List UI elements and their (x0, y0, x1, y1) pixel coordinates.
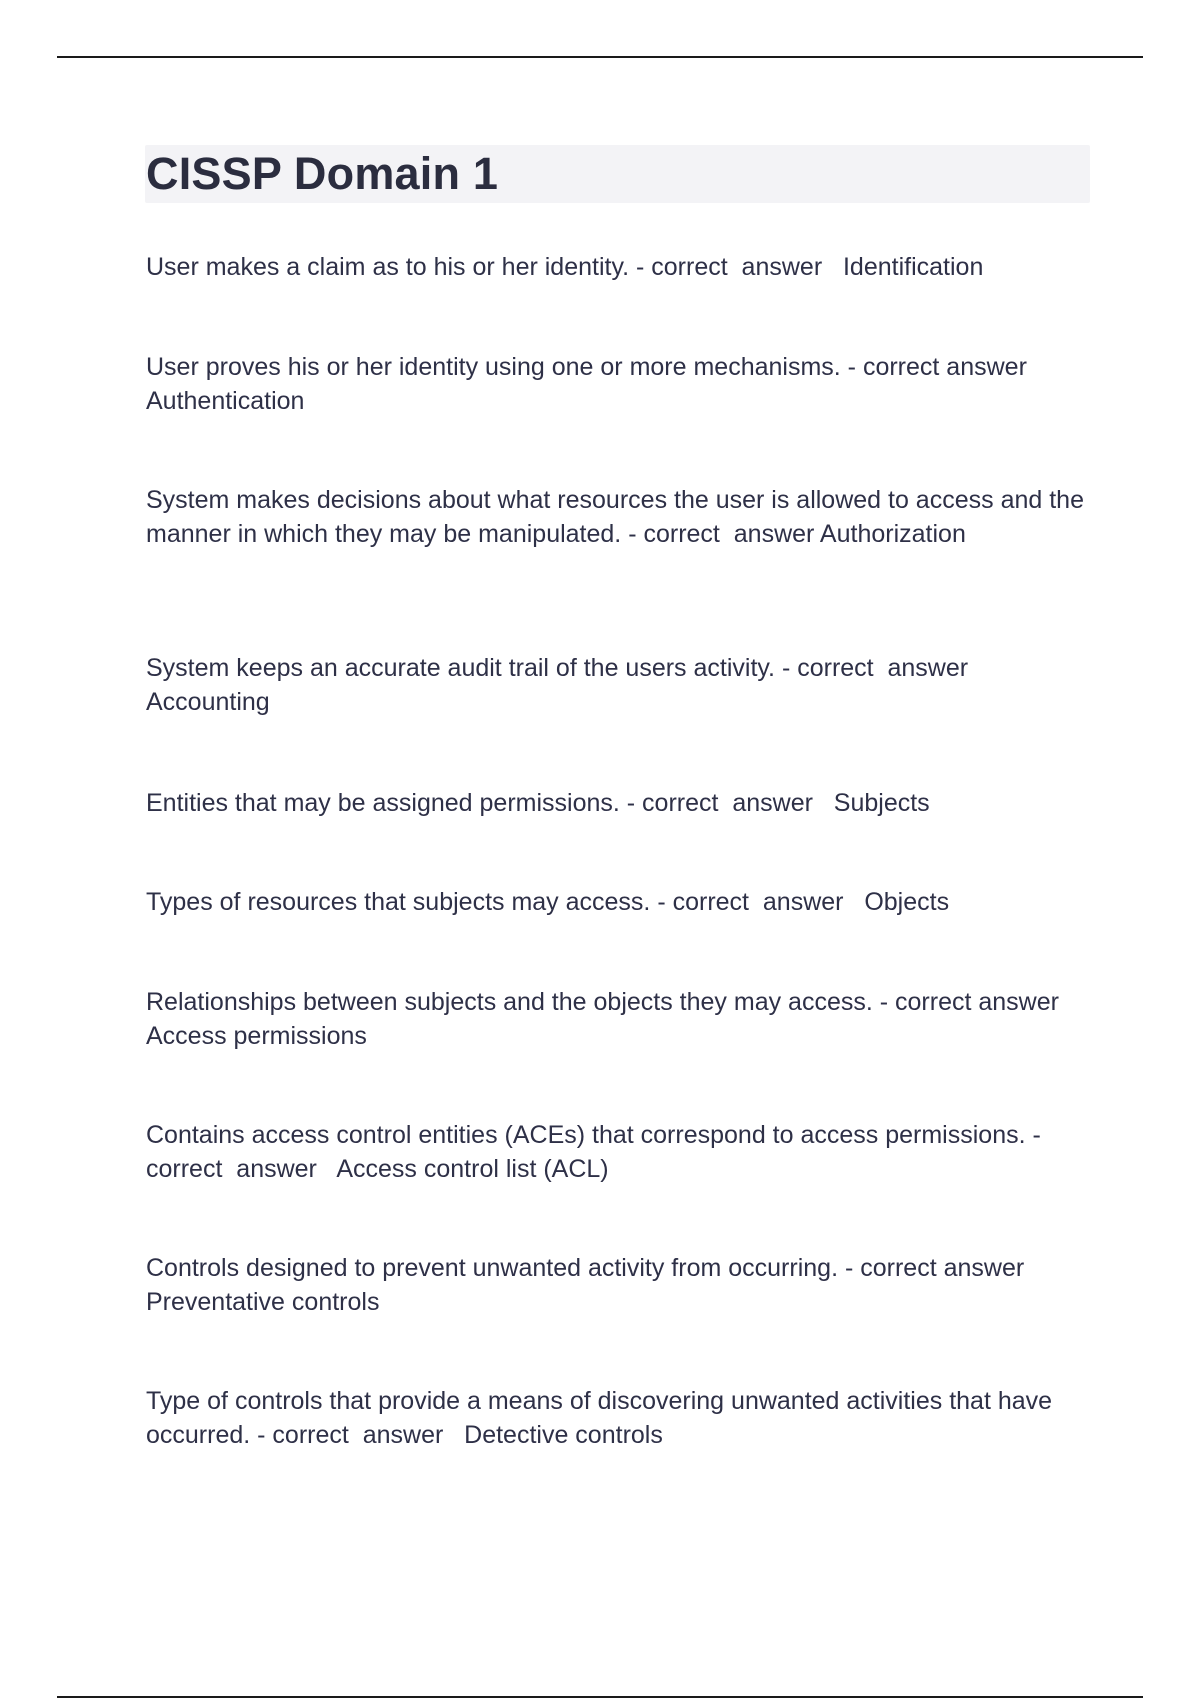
qa-item-accounting: System keeps an accurate audit trail of the users activity. - correct answer Accounting (146, 654, 974, 716)
qa-item-objects: Types of resources that subjects may access. - correct answer Objects (146, 888, 950, 916)
qa-item-acl: Contains access control entities (ACEs) that correspond to access permissions. - correct answer Access control list (ACL) (146, 1121, 1048, 1183)
qa-item-authorization: System makes decisions about what resources the user is allowed to access and the manner in which they may be manipulated. - correct answer Authorization (146, 486, 1091, 548)
qa-item-detective-controls: Type of controls that provide a means of discovering unwanted activities that have occurred. - correct answer Detective controls (146, 1387, 1060, 1449)
qa-item-subjects: Entities that may be assigned permissions. - correct answer Subjects (146, 789, 930, 817)
footer-rule (57, 1696, 1143, 1698)
qa-item-authentication: User proves his or her identity using one or more mechanisms. - correct answer Authentication (146, 353, 1047, 415)
qa-item-identification: User makes a claim as to his or her identity. - correct answer Identification (146, 253, 984, 281)
qa-item-preventative-controls: Controls designed to prevent unwanted activity from occurring. - correct answer Preventative controls (146, 1254, 1046, 1316)
qa-item-access-permissions: Relationships between subjects and the objects they may access. - correct answer Access permissions (146, 988, 1079, 1050)
header-rule (57, 56, 1143, 58)
page-title: CISSP Domain 1 (146, 148, 499, 199)
